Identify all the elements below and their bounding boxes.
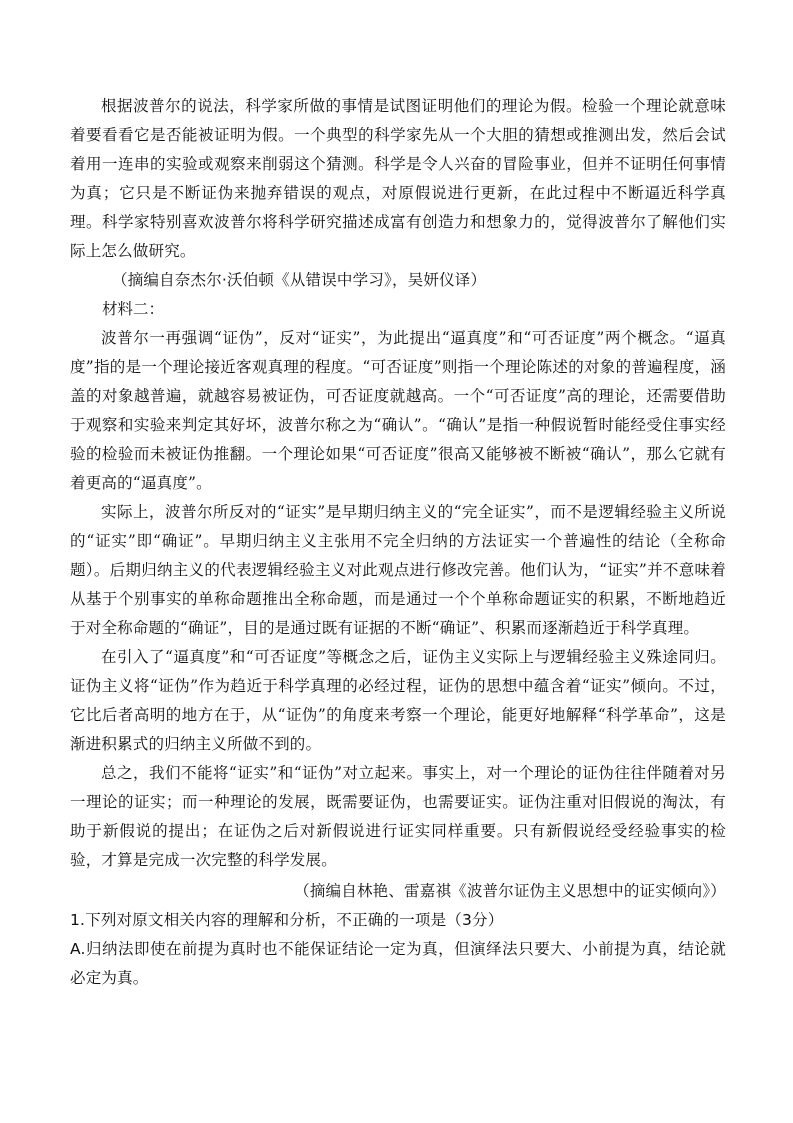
question-1-option-a: A.归纳法即使在前提为真时也不能保证结论一定为真，但演绎法只要大、小前提为真，结论就必定为真。 xyxy=(70,940,726,987)
material2-label: 材料二： xyxy=(102,300,165,318)
material2-paragraph-3: 在引入了“逼真度”和“可否证度”等概念之后，证伪主义实际上与逻辑经验主义殊途同归。证伪主义将“证伪”作为趋近于科学真理的必经过程，证伪的思想中蕴含着“证实”倾向。不过，它比后者高明的地方在于，从“证伪”的角度来考察一个理论，能更好地解释“科学革命”，这是渐进积累式的归纳主义所做不到的。 xyxy=(70,648,726,753)
question-1-stem: 1.下列对原文相关内容的理解和分析，不正确的一项是（3分） xyxy=(70,911,504,929)
material2-paragraph-4: 总之，我们不能将“证实”和“证伪”对立起来。事实上，对一个理论的证伪往往伴随着对另一理论的证实；而一种理论的发展，既需要证伪，也需要证实。证伪注重对旧假说的淘汰，有助于新假说的提出；在证伪之后对新假说进行证实同样重要。只有新假说经受经验事实的检验，才算是完成一次完整的科学发展。 xyxy=(70,764,726,869)
material1-paragraph: 根据波普尔的说法，科学家所做的事情是试图证明他们的理论为假。检验一个理论就意味着要看看它是否能被证明为假。一个典型的科学家先从一个大胆的猜想或推测出发，然后会试着用一连串的实验或观察来削弱这个猜测。科学是令人兴奋的冒险事业，但并不证明任何事情为真；它只是不断证伪来抛弃错误的观点，对原假说进行更新，在此过程中不断逼近科学真理。科学家特别喜欢波普尔将科学研究描述成富有创造力和想象力的，觉得波普尔了解他们实际上怎么做研究。 xyxy=(70,97,726,260)
material2-paragraph-2: 实际上，波普尔所反对的“证实”是早期归纳主义的“完全证实”，而不是逻辑经验主义所说的“证实”即“确证”。早期归纳主义主张用不完全归纳的方法证实一个普遍性的结论（全称命题）。后期归纳主义的代表逻辑经验主义对此观点进行修改完善。他们认为，“证实”并不意味着从基于个别事实的单称命题推出全称命题，而是通过一个个单称命题证实的积累，不断地趋近于对全称命题的“确证”，目的是通过既有证据的不断“确证”、积累而逐渐趋近于科学真理。 xyxy=(70,503,726,637)
material2-paragraph-1: 波普尔一再强调“证伪”，反对“证实”，为此提出“逼真度”和“可否证度”两个概念。“逼真度”指的是一个理论接近客观真理的程度。“可否证度”则指一个理论陈述的对象的普遍程度，涵盖的对象越普遍，就越容易被证伪，可否证度就越高。一个“可否证度”高的理论，还需要借助于观察和实验来判定其好坏，波普尔称之为“确认”。“确认”是指一种假说暂时能经受住事实经验的检验而未被证伪推翻。一个理论如果“可否证度”很高又能够被不断被“确认”，那么它就有着更高的“逼真度”。 xyxy=(70,329,726,492)
material2-source: （摘编自林艳、雷嘉祺《波普尔证伪主义思想中的证实倾向》） xyxy=(294,882,726,900)
document-page xyxy=(70,92,726,993)
material1-source: （摘编自奈杰尔·沃伯顿《从错误中学习》，吴妍仪译） xyxy=(112,271,487,289)
